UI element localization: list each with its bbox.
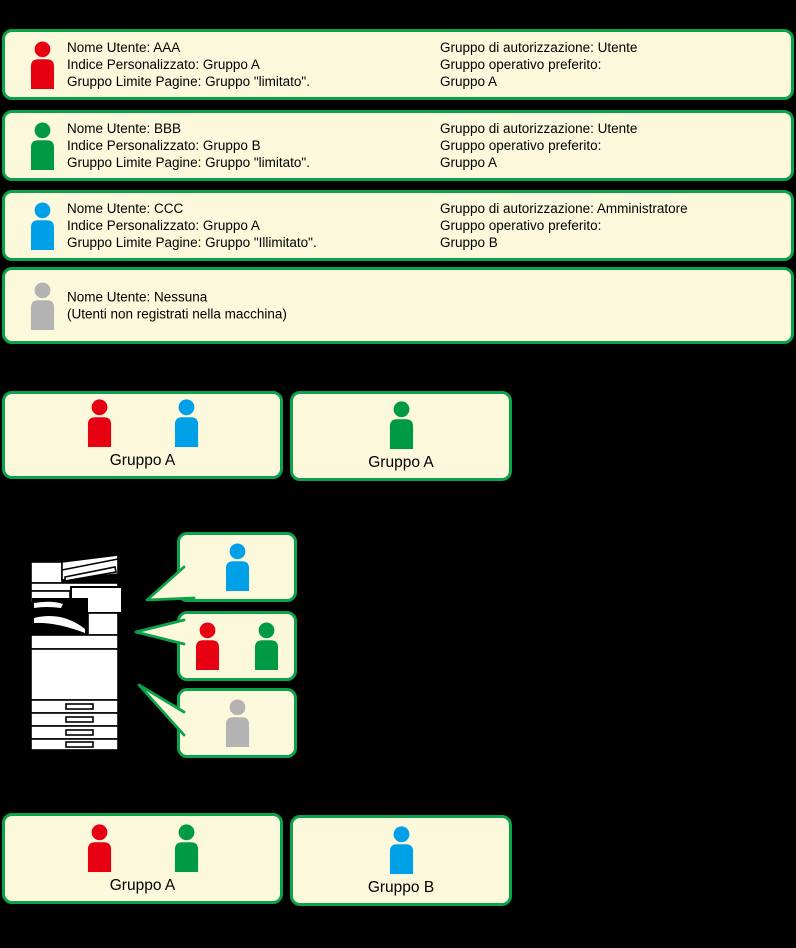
user-icon xyxy=(253,622,280,670)
group-label: Gruppo A xyxy=(109,452,176,469)
user-icon xyxy=(29,282,56,330)
group-box-index-2 xyxy=(290,391,512,481)
card-text-line: Gruppo operativo preferito: xyxy=(440,56,602,72)
user-icon xyxy=(29,122,56,170)
card-right-column xyxy=(440,38,637,90)
speech-bubble-login-red-green xyxy=(177,611,297,681)
user-icon xyxy=(224,543,251,591)
card-text-line: Nome Utente: CCC xyxy=(67,200,184,216)
user-icon xyxy=(29,41,56,89)
group-users-row xyxy=(86,823,200,873)
group-users-row xyxy=(388,400,415,450)
card-text-line: Indice Personalizzato: Gruppo A xyxy=(67,56,260,72)
user-card-nessuna xyxy=(2,267,794,344)
card-text-line: Gruppo A xyxy=(440,74,498,90)
group-label: Gruppo A xyxy=(109,877,176,894)
card-text-line: Gruppo B xyxy=(440,235,498,251)
user-icon xyxy=(173,398,200,448)
card-text-line: Indice Personalizzato: Gruppo A xyxy=(67,217,260,233)
card-text-line: Nome Utente: Nessuna xyxy=(67,289,208,305)
card-text-line: Nome Utente: BBB xyxy=(67,120,182,136)
user-icon xyxy=(86,823,113,873)
user-card-bbb xyxy=(2,110,794,181)
user-icon xyxy=(29,202,56,250)
card-text-line: Gruppo di autorizzazione: Utente xyxy=(440,39,638,55)
card-text-line: Gruppo Limite Pagine: Gruppo "limitato". xyxy=(67,74,310,90)
group-label: Gruppo B xyxy=(367,879,435,896)
bubble-users-row xyxy=(224,699,251,747)
group-box-index-1 xyxy=(2,391,283,479)
group-box-bottom-2 xyxy=(290,815,512,906)
card-text-line: Indice Personalizzato: Gruppo B xyxy=(67,137,261,153)
speech-bubble-login-gray xyxy=(177,688,297,758)
user-icon xyxy=(388,825,415,875)
user-icon xyxy=(388,400,415,450)
card-text-line: Gruppo Limite Pagine: Gruppo "limitato". xyxy=(67,155,310,171)
card-text-line: Nome Utente: AAA xyxy=(67,39,181,55)
user-icon xyxy=(86,398,113,448)
card-text-line: Gruppo di autorizzazione: Utente xyxy=(440,120,638,136)
user-card-ccc xyxy=(2,190,794,261)
card-text-line: Gruppo operativo preferito: xyxy=(440,217,602,233)
user-icon xyxy=(194,622,221,670)
card-left-column xyxy=(67,288,287,323)
user-card-aaa xyxy=(2,29,794,100)
card-text-line: Gruppo Limite Pagine: Gruppo "Illimitato". xyxy=(67,235,317,251)
bubble-users-row xyxy=(224,543,251,591)
card-left-column xyxy=(67,119,310,171)
card-left-column xyxy=(67,38,310,90)
bubble-users-row xyxy=(194,622,280,670)
group-box-bottom-1 xyxy=(2,813,283,904)
card-right-column xyxy=(440,119,637,171)
card-left-column xyxy=(67,199,317,251)
user-icon xyxy=(224,699,251,747)
speech-bubble-login-blue xyxy=(177,532,297,602)
card-text-line: Gruppo operativo preferito: xyxy=(440,137,602,153)
copier-illustration xyxy=(26,546,123,751)
user-icon xyxy=(173,823,200,873)
card-text-line: (Utenti non registrati nella macchina) xyxy=(67,306,287,322)
group-users-row xyxy=(86,398,200,448)
group-label: Gruppo A xyxy=(368,454,434,471)
group-users-row xyxy=(388,825,415,875)
card-text-line: Gruppo di autorizzazione: Amministratore xyxy=(440,200,688,216)
card-right-column xyxy=(440,199,688,251)
card-text-line: Gruppo A xyxy=(440,155,498,171)
